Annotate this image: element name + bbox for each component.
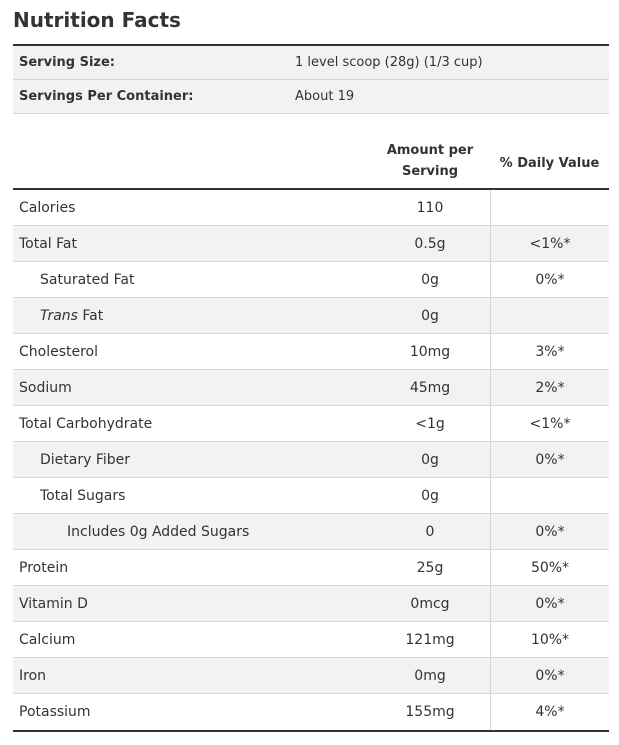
- nutrient-name: Protein: [19, 559, 69, 576]
- nutrient-name: [13, 308, 370, 324]
- nutrient-daily-value: [490, 478, 609, 513]
- nutrient-amount: 0g: [421, 307, 439, 324]
- nutrient-table: [13, 190, 609, 732]
- nutrient-name: Iron: [19, 667, 47, 684]
- serving-info-table: [13, 44, 609, 114]
- nutrient-daily-value: [490, 298, 609, 333]
- nutrient-amount: 0: [425, 523, 435, 540]
- table-row: [13, 226, 609, 262]
- nutrient-table-header: [13, 138, 609, 190]
- nutrient-amount: 0g: [421, 271, 439, 288]
- nutrient-daily-value: 10%*: [490, 622, 609, 657]
- serving-size-label: Serving Size:: [19, 55, 116, 70]
- nutrient-name: Cholesterol: [19, 343, 99, 360]
- table-row: [13, 514, 609, 550]
- nutrient-daily-value: 0%*: [490, 262, 609, 297]
- nutrient-amount: 0g: [421, 487, 439, 504]
- nutrient-name: Dietary Fiber: [40, 451, 131, 468]
- table-row: [13, 478, 609, 514]
- table-row: [13, 190, 609, 226]
- nutrient-name: Saturated Fat: [40, 271, 135, 288]
- table-row: [13, 262, 609, 298]
- nutrient-amount: 110: [416, 199, 444, 216]
- table-row: [13, 550, 609, 586]
- nutrient-name: Potassium: [19, 704, 91, 720]
- nutrient-amount: 0mcg: [410, 595, 450, 612]
- nutrient-name: Total Fat: [19, 235, 77, 252]
- nutrient-daily-value: 0%*: [490, 442, 609, 477]
- servings-per-container-value: About 19: [295, 89, 355, 104]
- nutrient-daily-value: 50%*: [490, 550, 609, 585]
- nutrient-name: Includes 0g Added Sugars: [67, 523, 250, 540]
- nutrient-daily-value: 0%*: [490, 586, 609, 621]
- nutrient-name: Calcium: [19, 631, 76, 648]
- nutrient-amount: 0mg: [414, 667, 446, 684]
- table-row: [13, 298, 609, 334]
- nutrient-name: Total Sugars: [40, 487, 126, 504]
- table-row: [13, 658, 609, 694]
- nutrient-daily-value: 2%*: [490, 370, 609, 405]
- table-row: [13, 406, 609, 442]
- servings-per-container-row: [13, 80, 609, 114]
- nutrient-name: Vitamin D: [19, 595, 88, 612]
- table-row: [13, 622, 609, 658]
- nutrient-amount: 0g: [421, 451, 439, 468]
- header-nutrient-column: [13, 138, 370, 188]
- nutrient-daily-value: <1%*: [490, 226, 609, 261]
- nutrient-name: Sodium: [19, 379, 72, 396]
- nutrient-daily-value: 0%*: [490, 514, 609, 549]
- table-row: [13, 694, 609, 730]
- servings-per-container-label: Servings Per Container:: [19, 89, 194, 104]
- nutrient-daily-value: 0%*: [490, 658, 609, 693]
- page-title: Nutrition Facts: [13, 8, 181, 32]
- header-amount-line2: Serving: [401, 164, 459, 179]
- header-daily-value: % Daily Value: [499, 155, 600, 171]
- nutrient-amount: 0.5g: [414, 235, 446, 252]
- nutrient-amount: <1g: [415, 415, 445, 432]
- table-row: [13, 370, 609, 406]
- nutrient-amount: 45mg: [409, 379, 451, 396]
- nutrient-amount: 10mg: [409, 343, 451, 360]
- nutrient-amount: 25g: [416, 559, 444, 576]
- nutrient-daily-value: 4%*: [490, 694, 609, 730]
- nutrient-name-rest: Fat: [77, 307, 104, 324]
- table-row: [13, 334, 609, 370]
- serving-size-row: [13, 46, 609, 80]
- nutrient-daily-value: [490, 190, 609, 225]
- serving-size-value: 1 level scoop (28g) (1/3 cup): [295, 55, 483, 70]
- table-row: [13, 586, 609, 622]
- nutrient-name: Total Carbohydrate: [19, 415, 153, 432]
- header-amount-column: [370, 138, 490, 188]
- nutrient-name: Calories: [19, 199, 76, 216]
- nutrient-amount: 121mg: [405, 631, 455, 648]
- nutrient-daily-value: 3%*: [490, 334, 609, 369]
- table-row: [13, 442, 609, 478]
- nutrient-daily-value: <1%*: [490, 406, 609, 441]
- nutrient-amount: 155mg: [405, 704, 455, 720]
- header-amount-line1: Amount per: [386, 143, 474, 158]
- nutrient-name-italic: Trans: [40, 307, 78, 324]
